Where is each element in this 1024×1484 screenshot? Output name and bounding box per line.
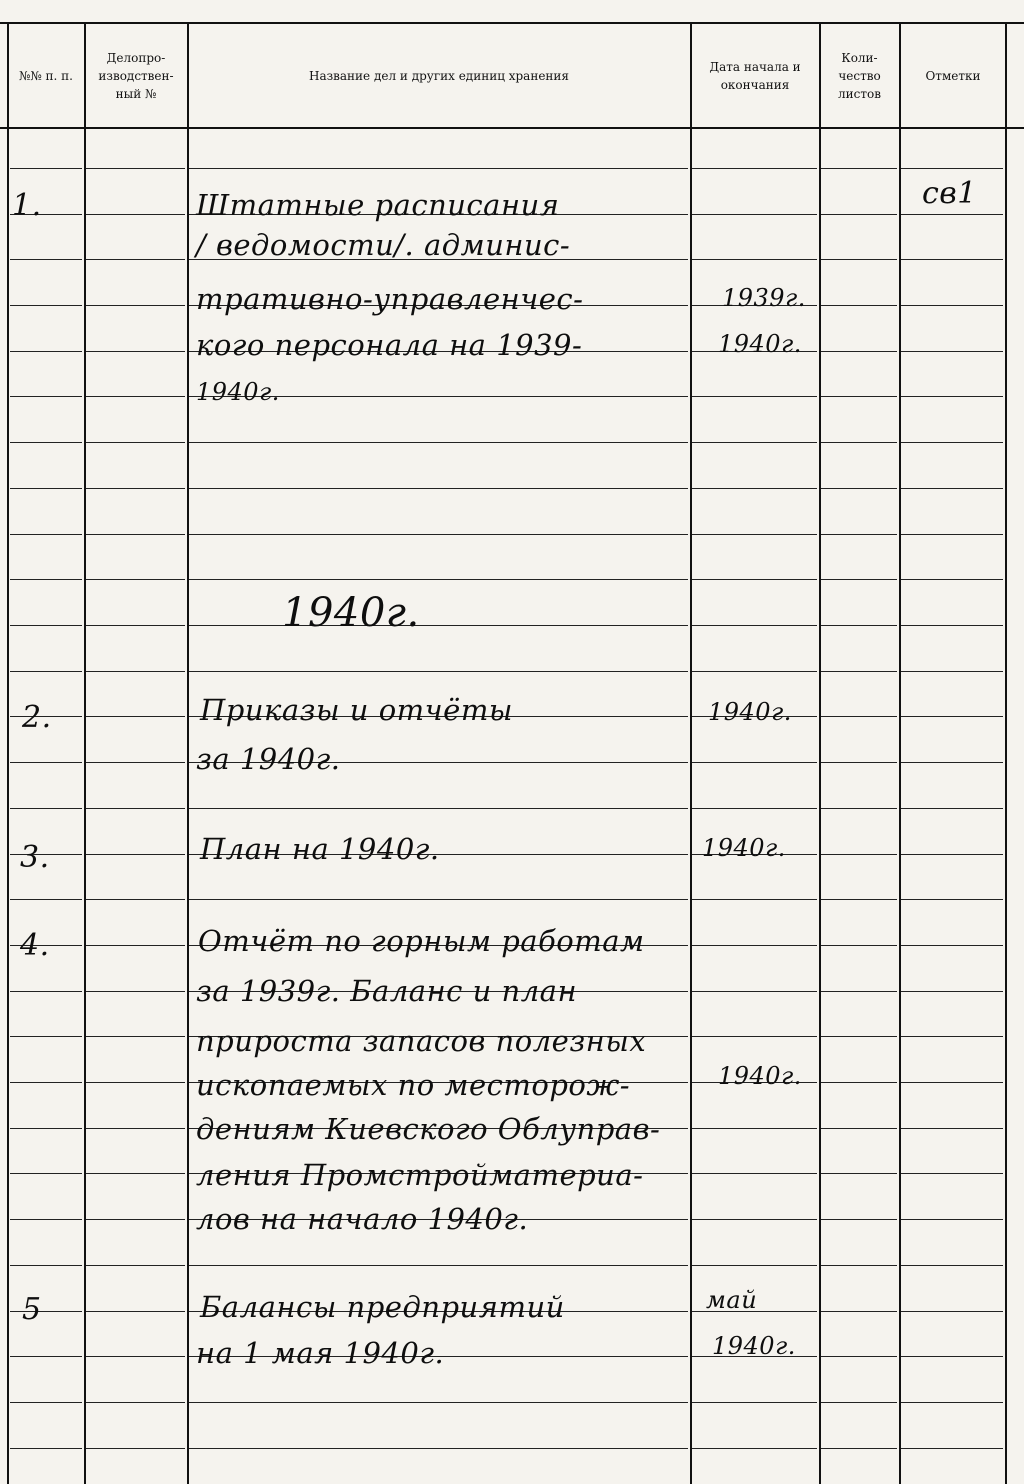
ruled-line: [821, 534, 897, 535]
ruled-line: [821, 1219, 897, 1220]
ruled-line: [821, 854, 897, 855]
ruled-line: [189, 899, 688, 900]
ruled-line: [821, 1311, 897, 1312]
ruled-line: [189, 1265, 688, 1266]
row-1-title-line: 1940г.: [196, 378, 280, 406]
ruled-line: [10, 442, 82, 443]
row-2-date: 1940г.: [708, 698, 792, 726]
header-sheets: Коли- чество листов: [838, 51, 881, 101]
ruled-line: [901, 1356, 1003, 1357]
row-4-number: 4.: [20, 928, 50, 963]
row-2-title-line: за 1940г.: [196, 742, 341, 776]
ruled-line: [901, 214, 1003, 215]
ruled-line: [86, 1082, 185, 1083]
ruled-line: [821, 1448, 897, 1449]
ruled-line: [901, 168, 1003, 169]
ruled-line: [821, 808, 897, 809]
ruled-line: [821, 1356, 897, 1357]
row-4-title-line: ления Промстройматериа-: [196, 1158, 644, 1192]
ruled-line: [189, 579, 688, 580]
ruled-line: [86, 488, 185, 489]
ruled-line: [821, 305, 897, 306]
ruled-line: [692, 991, 817, 992]
ruled-line: [821, 259, 897, 260]
row-5-title-line: на 1 мая 1940г.: [196, 1336, 445, 1370]
ruled-line: [901, 305, 1003, 306]
ruled-line: [86, 1448, 185, 1449]
ruled-line: [10, 579, 82, 580]
ruled-line: [692, 945, 817, 946]
ruled-line: [10, 305, 82, 306]
row-5-title-line: Балансы предприятий: [200, 1290, 565, 1324]
row-1-note: св1: [922, 176, 977, 211]
ruled-line: [821, 579, 897, 580]
ruled-line: [901, 1128, 1003, 1129]
ruled-line: [821, 1128, 897, 1129]
ruled-line: [901, 625, 1003, 626]
ruled-line: [901, 488, 1003, 489]
ruled-line: [901, 579, 1003, 580]
ruled-line: [692, 396, 817, 397]
ruled-line: [901, 991, 1003, 992]
ruled-line: [189, 671, 688, 672]
header-notes: Отметки: [925, 69, 981, 83]
ruled-line: [901, 259, 1003, 260]
ruled-line: [901, 1036, 1003, 1037]
ruled-line: [821, 442, 897, 443]
row-1-title-line: тративно-управленчес-: [196, 282, 584, 316]
ruled-line: [821, 1265, 897, 1266]
ruled-line: [10, 1219, 82, 1220]
ruled-line: [692, 808, 817, 809]
ruled-line: [86, 1311, 185, 1312]
ruled-line: [901, 1448, 1003, 1449]
ruled-line: [10, 991, 82, 992]
row-1-title-line: / ведомости/. админис-: [196, 228, 571, 262]
ruled-line: [86, 534, 185, 535]
ruled-line: [901, 762, 1003, 763]
ruled-line: [901, 1219, 1003, 1220]
ruled-line: [86, 1036, 185, 1037]
ruled-line: [10, 1402, 82, 1403]
ruled-line: [901, 945, 1003, 946]
ruled-line: [10, 488, 82, 489]
header-dates: Дата начала и окончания: [709, 60, 801, 92]
row-4-title-line: ископаемых по месторож-: [196, 1068, 631, 1102]
ruled-line: [189, 808, 688, 809]
ruled-line: [189, 442, 688, 443]
ruled-line: [692, 488, 817, 489]
ruled-line: [86, 854, 185, 855]
ruled-line: [86, 396, 185, 397]
ruled-line: [901, 716, 1003, 717]
ruled-line: [692, 671, 817, 672]
ruled-line: [189, 625, 688, 626]
ruled-line: [86, 945, 185, 946]
ruled-line: [692, 1128, 817, 1129]
ruled-line: [821, 762, 897, 763]
row-4-title-line: Отчёт по горным работам: [198, 924, 645, 958]
column-divider: [7, 22, 9, 1484]
ruled-line: [86, 1356, 185, 1357]
row-4-title-line: лов на начало 1940г.: [196, 1202, 529, 1236]
ruled-line: [692, 579, 817, 580]
row-4-title-line: за 1939г. Баланс и план: [196, 974, 578, 1008]
ruled-line: [692, 534, 817, 535]
ruled-line: [821, 488, 897, 489]
header-office-number: Делопро- изводствен- ный №: [98, 51, 174, 101]
ruled-line: [821, 168, 897, 169]
ruled-line: [10, 808, 82, 809]
row-3-title-line: План на 1940г.: [200, 832, 440, 866]
ruled-line: [901, 534, 1003, 535]
ruled-line: [86, 808, 185, 809]
ruled-line: [692, 1448, 817, 1449]
row-2-number: 2.: [22, 700, 52, 735]
ruled-line: [10, 396, 82, 397]
ruled-line: [86, 351, 185, 352]
ruled-line: [86, 1265, 185, 1266]
ruled-line: [901, 1311, 1003, 1312]
ruled-line: [86, 991, 185, 992]
ruled-line: [86, 1173, 185, 1174]
ruled-line: [901, 396, 1003, 397]
ruled-line: [10, 534, 82, 535]
ruled-line: [901, 671, 1003, 672]
header-num: №№ п. п.: [19, 69, 73, 83]
row-4-title-line: дениям Киевского Облуправ-: [196, 1112, 661, 1146]
ruled-line: [692, 762, 817, 763]
ruled-line: [189, 488, 688, 489]
ruled-line: [692, 1402, 817, 1403]
ruled-line: [86, 579, 185, 580]
ruled-line: [189, 168, 688, 169]
ruled-line: [86, 442, 185, 443]
ruled-line: [692, 1265, 817, 1266]
ruled-line: [86, 1219, 185, 1220]
ruled-line: [10, 1356, 82, 1357]
ruled-line: [10, 1128, 82, 1129]
ruled-line: [901, 1173, 1003, 1174]
ruled-line: [10, 259, 82, 260]
ruled-line: [901, 1082, 1003, 1083]
ruled-line: [821, 396, 897, 397]
row-2-title-line: Приказы и отчёты: [200, 693, 513, 727]
ruled-line: [901, 442, 1003, 443]
ruled-line: [692, 899, 817, 900]
ruled-line: [821, 1402, 897, 1403]
ruled-line: [10, 351, 82, 352]
ruled-line: [10, 899, 82, 900]
year-heading: 1940г.: [282, 590, 420, 636]
ruled-line: [821, 1036, 897, 1037]
ruled-line: [692, 214, 817, 215]
row-1-title-line: Штатные расписания: [196, 188, 560, 222]
ruled-line: [692, 1219, 817, 1220]
row-5-date-end: 1940г.: [712, 1332, 796, 1360]
ruled-line: [86, 305, 185, 306]
ruled-line: [10, 1036, 82, 1037]
ruled-line: [86, 214, 185, 215]
ruled-line: [692, 259, 817, 260]
ruled-line: [86, 716, 185, 717]
ruled-line: [821, 899, 897, 900]
column-divider: [1005, 22, 1007, 1484]
ruled-line: [901, 1402, 1003, 1403]
ruled-line: [189, 534, 688, 535]
ruled-line: [692, 625, 817, 626]
ruled-line: [821, 716, 897, 717]
ruled-line: [901, 808, 1003, 809]
ruled-line: [901, 899, 1003, 900]
row-4-title-line: прироста запасов полезных: [196, 1024, 647, 1058]
top-border: [0, 22, 1024, 24]
ruled-line: [10, 1173, 82, 1174]
ruled-line: [10, 1448, 82, 1449]
ruled-line: [10, 625, 82, 626]
ruled-line: [821, 945, 897, 946]
ruled-line: [189, 1448, 688, 1449]
ruled-line: [901, 1265, 1003, 1266]
ruled-line: [10, 671, 82, 672]
ruled-line: [821, 214, 897, 215]
row-1-title-line: кого персонала на 1939-: [196, 328, 583, 362]
ruled-line: [86, 625, 185, 626]
ruled-line: [821, 1173, 897, 1174]
ruled-line: [10, 1265, 82, 1266]
ruled-line: [10, 168, 82, 169]
ruled-line: [692, 1036, 817, 1037]
ruled-line: [692, 1173, 817, 1174]
row-3-date: 1940г.: [702, 834, 786, 862]
ruled-line: [821, 1082, 897, 1083]
header-bottom-border: [0, 127, 1024, 129]
ruled-line: [901, 854, 1003, 855]
ruled-line: [86, 1402, 185, 1403]
ruled-line: [692, 168, 817, 169]
ruled-line: [86, 762, 185, 763]
ruled-line: [821, 991, 897, 992]
ruled-line: [10, 762, 82, 763]
row-1-number: 1.: [12, 188, 42, 223]
ruled-line: [86, 259, 185, 260]
row-4-date: 1940г.: [718, 1062, 802, 1090]
ruled-line: [189, 1402, 688, 1403]
row-5-date-start: май: [706, 1286, 758, 1314]
row-1-date-start: 1939г.: [722, 284, 806, 312]
ruled-line: [86, 671, 185, 672]
ruled-line: [901, 351, 1003, 352]
header-title: Название дел и других единиц хранения: [308, 69, 569, 83]
ruled-line: [10, 1082, 82, 1083]
ruled-line: [692, 442, 817, 443]
row-3-number: 3.: [20, 840, 50, 875]
ruled-line: [10, 1311, 82, 1312]
row-1-date-end: 1940г.: [718, 330, 802, 358]
ruled-line: [821, 671, 897, 672]
ruled-line: [86, 1128, 185, 1129]
ruled-line: [821, 351, 897, 352]
ruled-line: [86, 899, 185, 900]
row-5-number: 5: [22, 1292, 42, 1327]
ruled-line: [821, 625, 897, 626]
ruled-line: [86, 168, 185, 169]
